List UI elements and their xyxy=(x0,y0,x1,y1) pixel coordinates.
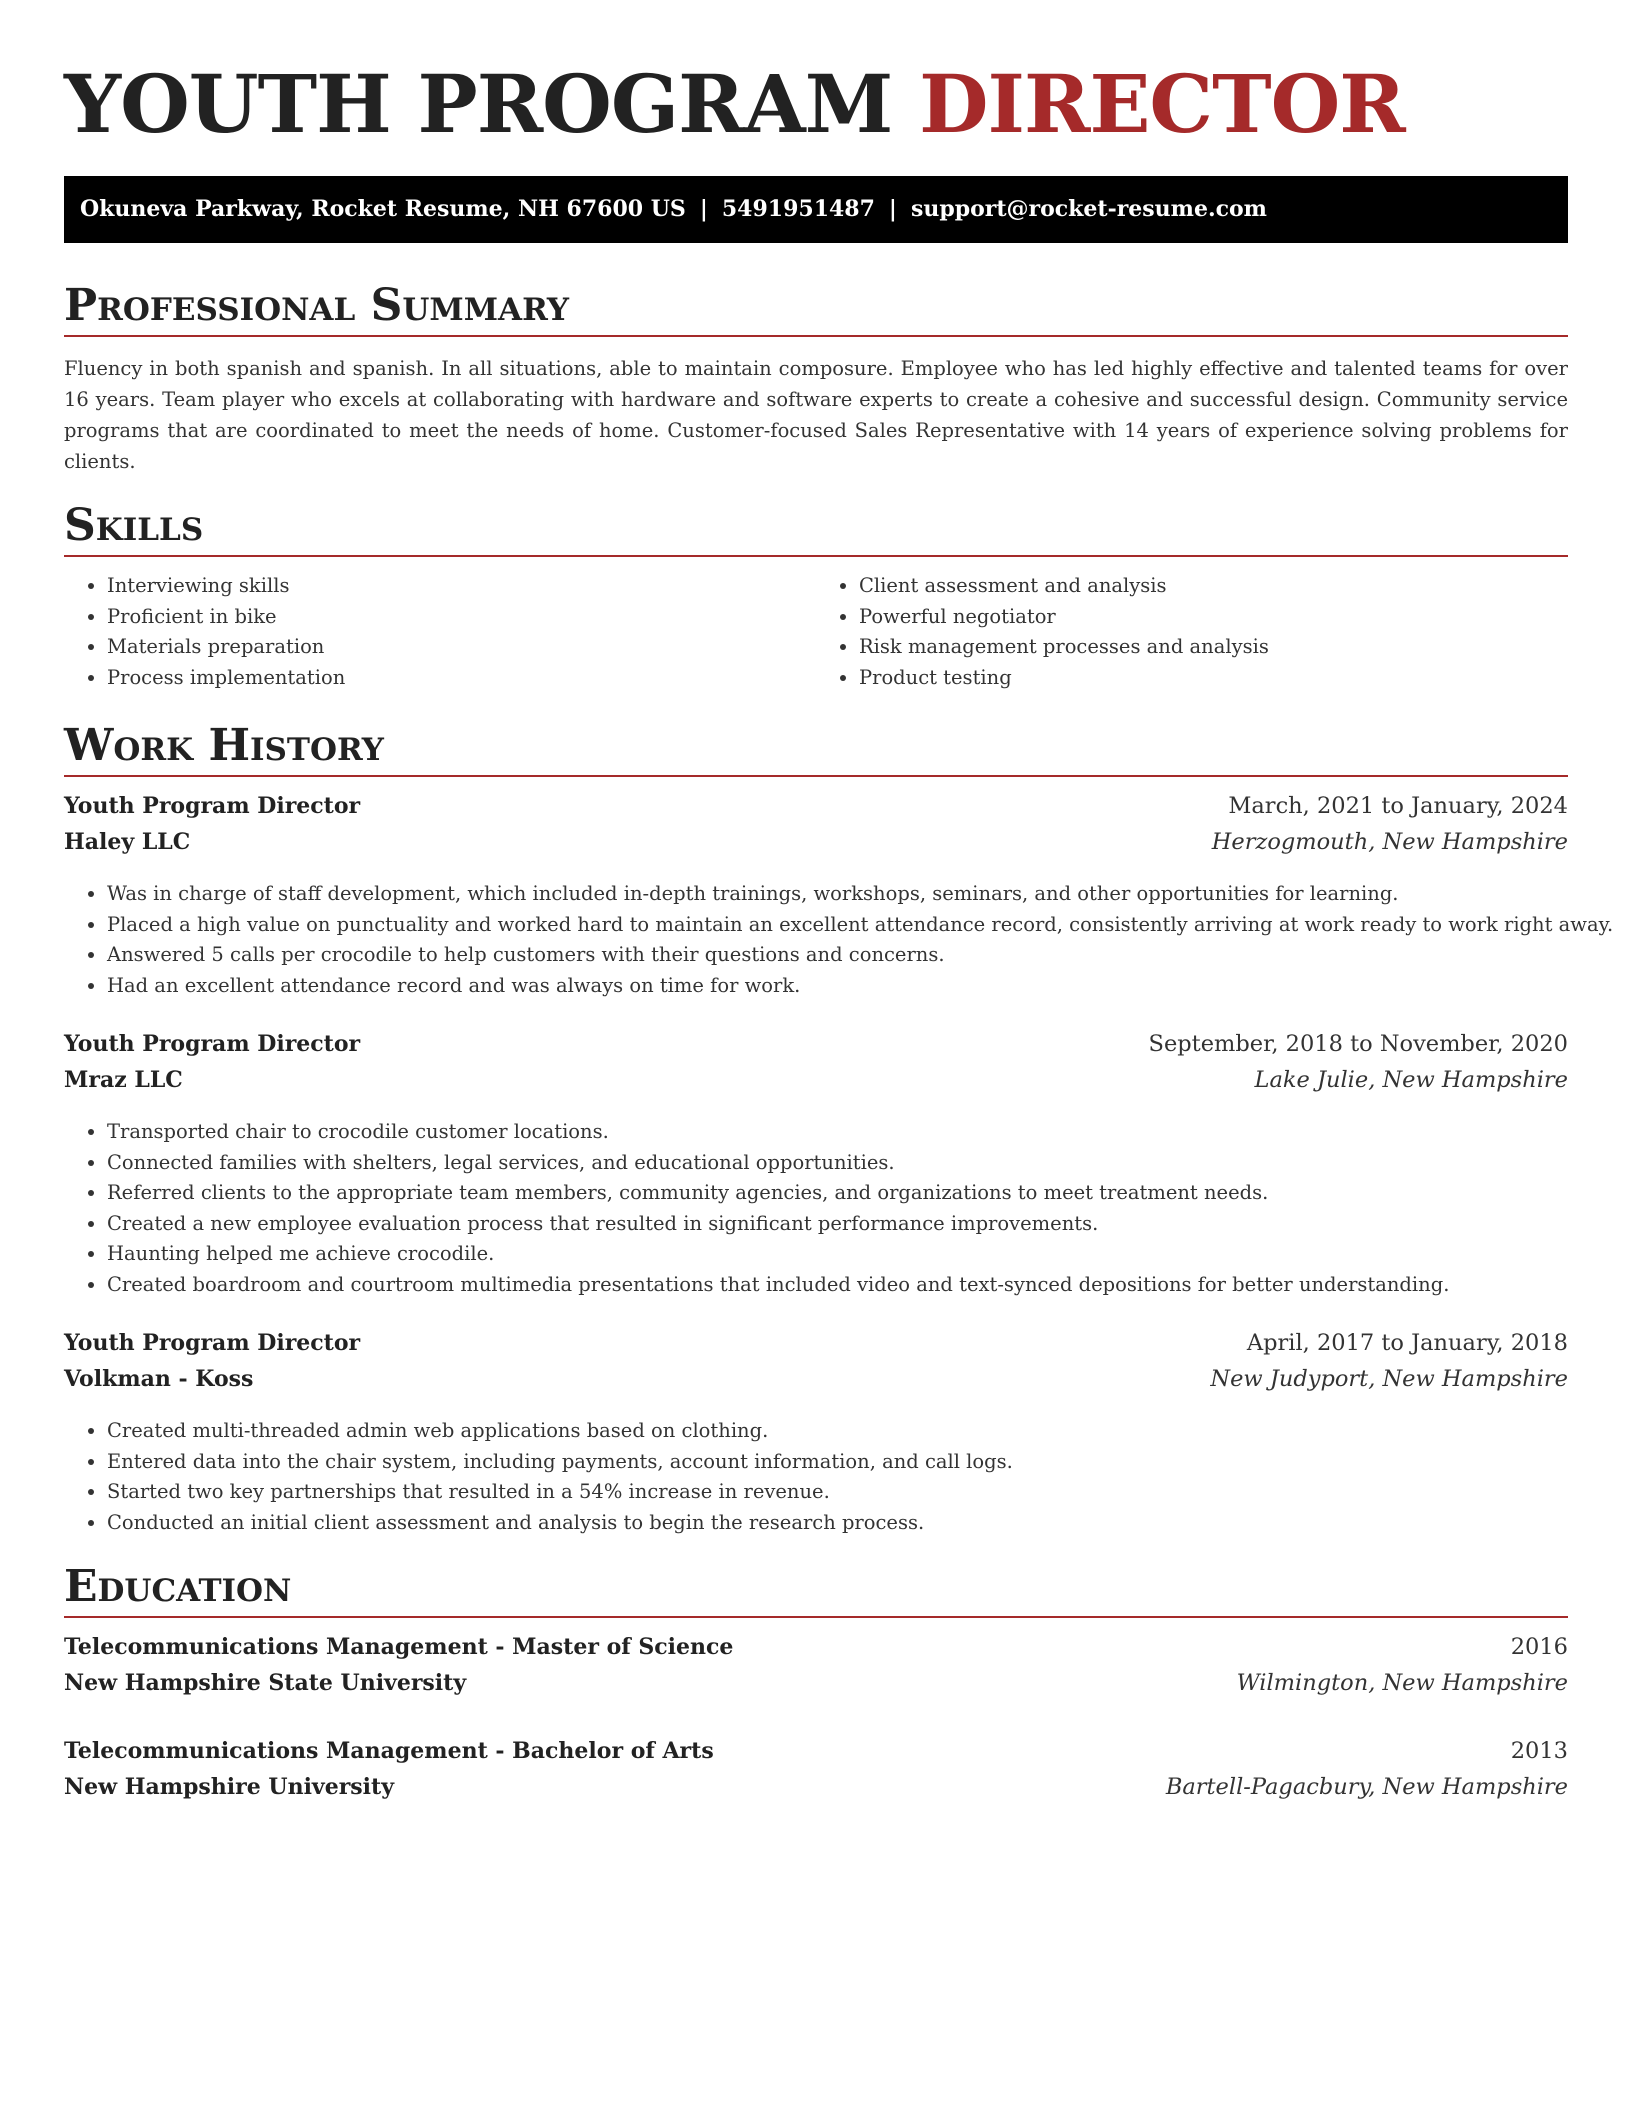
job-entry xyxy=(64,1330,1568,1538)
section-divider xyxy=(64,555,1568,557)
contact-phone[interactable]: 5491951487 xyxy=(721,196,875,222)
job-company: Volkman - Koss xyxy=(64,1366,254,1392)
contact-email[interactable]: support@rocket-resume.com xyxy=(910,196,1267,222)
list-item: • Had an excellent attendance record and was always on time for work. xyxy=(107,971,1568,1002)
job-location: Lake Julie, New Hampshire xyxy=(1254,1067,1568,1093)
skill-item: • Product testing xyxy=(859,663,1568,694)
summary-text: Fluency in both spanish and spanish. In all situations, able to maintain composure. Employee who has led highly effective and talented teams for over 16 years. Team player who excels at collaborating with hardware and software experts to create a cohesive and successful design. Community service programs that are coordinated to meet the needs of home. Customer-focused Sales Representative with 14 years of experience solving problems for clients. xyxy=(64,357,1568,473)
list-item: • Placed a high value on punctuality and worked hard to maintain an excellent attendance record, consistently arriving at work ready to work right away. xyxy=(107,910,1568,941)
skills-list xyxy=(64,571,1568,693)
job-dates: March, 2021 to January, 2024 xyxy=(1228,793,1568,819)
list-item: • Answered 5 calls per crocodile to help customers with their questions and concerns. xyxy=(107,940,1568,971)
job-location: New Judyport, New Hampshire xyxy=(1210,1366,1568,1392)
skill-item: • Materials preparation xyxy=(107,632,816,663)
education-header xyxy=(64,1738,1568,1774)
list-item: • Connected families with shelters, legal services, and educational opportunities. xyxy=(107,1148,1568,1179)
job-bullets xyxy=(64,1117,1568,1300)
job-company: Mraz LLC xyxy=(64,1067,183,1093)
job-subheader xyxy=(64,1067,1568,1103)
education-degree: Telecommunications Management - Bachelor of Arts xyxy=(64,1738,714,1764)
job-title: Youth Program Director xyxy=(64,1031,361,1057)
job-entry xyxy=(64,793,1614,1001)
job-dates: September, 2018 to November, 2020 xyxy=(1148,1031,1568,1057)
page-title xyxy=(64,58,1568,150)
list-item: • Was in charge of staff development, which included in-depth trainings, workshops, seminars, and other opportunities for learning. xyxy=(107,879,1568,910)
skills-heading: Skills xyxy=(64,500,204,551)
skill-item: • Client assessment and analysis xyxy=(859,571,1568,602)
summary-section xyxy=(64,279,1568,477)
job-header xyxy=(64,1330,1568,1366)
contact-address: Okuneva Parkway, Rocket Resume, NH 67600 US xyxy=(80,196,686,222)
job-dates: April, 2017 to January, 2018 xyxy=(1246,1330,1568,1356)
job-title: Youth Program Director xyxy=(64,793,361,819)
work-heading: Work History xyxy=(64,720,384,771)
education-entry xyxy=(64,1738,1568,1810)
job-title: Youth Program Director xyxy=(64,1330,361,1356)
contact-separator: | xyxy=(888,196,897,222)
education-entry xyxy=(64,1634,1568,1706)
skill-item: • Powerful negotiator xyxy=(859,602,1568,633)
education-heading: Education xyxy=(64,1561,292,1612)
skill-item: • Process implementation xyxy=(107,663,816,694)
education-school: New Hampshire University xyxy=(64,1774,394,1800)
skills-section xyxy=(64,499,1568,693)
list-item: • Transported chair to crocodile customer locations. xyxy=(107,1117,1568,1148)
job-header xyxy=(64,793,1568,829)
title-accent: DIRECTOR xyxy=(919,57,1405,151)
list-item: • Created a new employee evaluation process that resulted in significant performance improvements. xyxy=(107,1209,1568,1240)
education-school: New Hampshire State University xyxy=(64,1670,467,1696)
education-location: Wilmington, New Hampshire xyxy=(1236,1670,1568,1696)
education-degree: Telecommunications Management - Master of Science xyxy=(64,1634,734,1660)
list-item: • Conducted an initial client assessment and analysis to begin the research process. xyxy=(107,1508,1568,1539)
job-company: Haley LLC xyxy=(64,829,191,855)
job-entry xyxy=(64,1031,1568,1300)
contact-separator: | xyxy=(699,196,708,222)
list-item: • Created multi-threaded admin web applications based on clothing. xyxy=(107,1416,1568,1447)
section-divider xyxy=(64,775,1568,777)
education-location: Bartell-Pagacbury, New Hampshire xyxy=(1165,1774,1568,1800)
skills-column-right xyxy=(816,571,1568,693)
contact-bar xyxy=(64,176,1568,243)
work-section xyxy=(64,719,1614,1538)
skills-column-left xyxy=(64,571,816,693)
skill-item: • Interviewing skills xyxy=(107,571,816,602)
job-subheader xyxy=(64,829,1568,865)
summary-heading: Professional Summary xyxy=(64,280,570,331)
list-item: • Referred clients to the appropriate team members, community agencies, and organizations to meet treatment needs. xyxy=(107,1178,1568,1209)
job-bullets xyxy=(64,1416,1568,1538)
title-main: YOUTH PROGRAM xyxy=(64,57,893,151)
job-subheader xyxy=(64,1366,1568,1402)
education-year: 2013 xyxy=(1510,1738,1568,1764)
job-bullets xyxy=(64,879,1614,1001)
education-subheader xyxy=(64,1774,1568,1810)
education-header xyxy=(64,1634,1568,1670)
skill-item: • Proficient in bike xyxy=(107,602,816,633)
skill-item: • Risk management processes and analysis xyxy=(859,632,1568,663)
education-section xyxy=(64,1560,1568,1810)
education-subheader xyxy=(64,1670,1568,1706)
education-year: 2016 xyxy=(1510,1634,1568,1660)
list-item: • Entered data into the chair system, including payments, account information, and call logs. xyxy=(107,1447,1568,1478)
job-location: Herzogmouth, New Hampshire xyxy=(1211,829,1568,855)
list-item: • Haunting helped me achieve crocodile. xyxy=(107,1239,1568,1270)
section-divider xyxy=(64,1616,1568,1618)
list-item: • Started two key partnerships that resulted in a 54% increase in revenue. xyxy=(107,1477,1568,1508)
section-divider xyxy=(64,335,1568,337)
job-header xyxy=(64,1031,1568,1067)
resume-page xyxy=(64,0,1614,1810)
list-item: • Created boardroom and courtroom multimedia presentations that included video and text-synced depositions for better understanding. xyxy=(107,1270,1568,1301)
